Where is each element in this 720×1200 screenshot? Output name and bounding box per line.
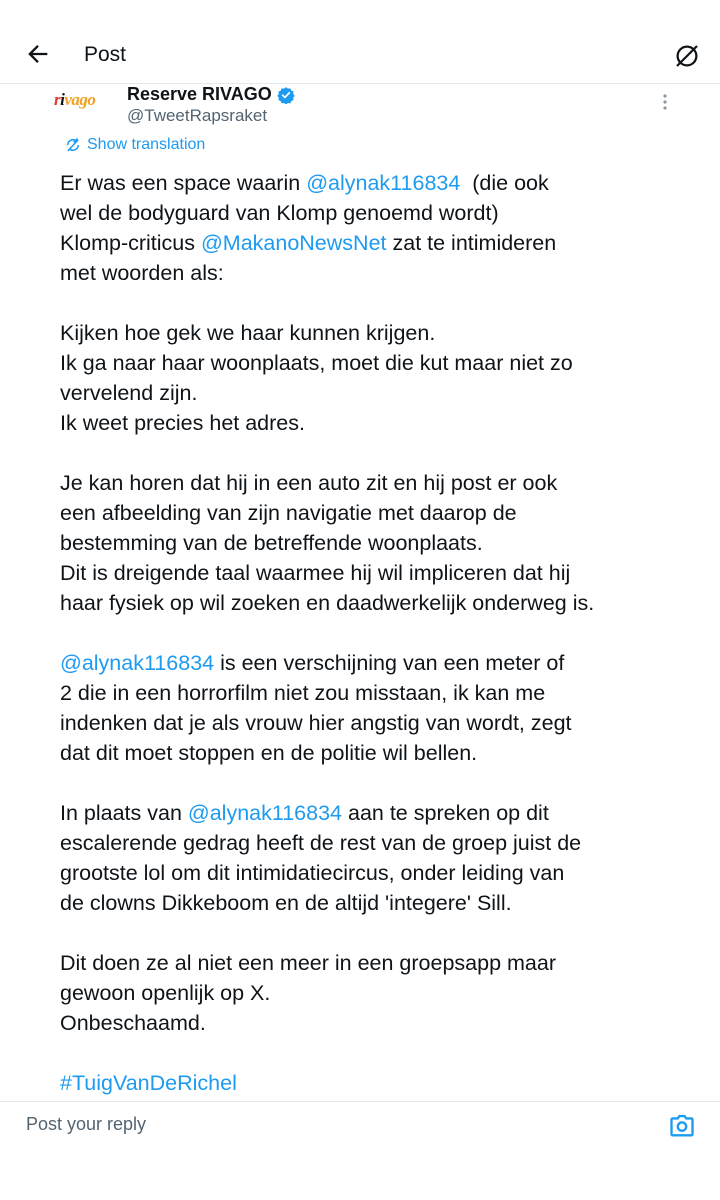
tweet-line: met woorden als:: [60, 261, 224, 285]
tweet-line: [60, 798, 700, 828]
text-span: (die ook: [460, 171, 549, 195]
tweet-paragraph-1: [60, 168, 700, 288]
tweet-line: Dit doen ze al niet een meer in een groepsapp maar: [60, 951, 557, 975]
tweet-paragraph-2: [60, 318, 700, 438]
tweet-line: [60, 648, 700, 678]
tweet-paragraph-7: [60, 1068, 700, 1098]
camera-icon[interactable]: [668, 1112, 696, 1140]
tweet-line: Onbeschaamd.: [60, 1011, 206, 1035]
tweet-paragraph-4: [60, 648, 700, 768]
hashtag-link[interactable]: #TuigVanDeRichel: [60, 1071, 237, 1095]
tweet-line: Ik ga naar haar woonplaats, moet die kut maar niet zo: [60, 351, 573, 375]
tweet-line: een afbeelding van zijn navigatie met daarop de: [60, 501, 517, 525]
tweet-line: escalerende gedrag heeft de rest van de groep juist de: [60, 831, 582, 855]
show-translation-label: Show translation: [87, 136, 206, 153]
tweet-paragraph-3: [60, 468, 700, 618]
show-translation-link[interactable]: [64, 136, 205, 154]
text-span: zat te intimideren: [386, 231, 557, 255]
text-span: aan te spreken op dit: [342, 801, 549, 825]
tweet-line: wel de bodyguard van Klomp genoemd wordt): [60, 201, 499, 225]
tweet-line: [60, 228, 700, 258]
tweet-line: vervelend zijn.: [60, 381, 198, 405]
tweet-line: 2 die in een horrorfilm niet zou misstaan, ik kan me: [60, 681, 546, 705]
text-span: In plaats van: [60, 801, 188, 825]
tweet-line: dat dit moet stoppen en de politie wil bellen.: [60, 741, 478, 765]
tweet-paragraph-6: [60, 948, 700, 1038]
mention-link[interactable]: @alynak116834: [60, 651, 215, 675]
tweet-line: gewoon openlijk op X.: [60, 981, 271, 1005]
tweet-line: grootste lol om dit intimidatiecircus, onder leiding van: [60, 861, 565, 885]
avatar[interactable]: [54, 90, 104, 120]
mention-link[interactable]: @alynak116834: [187, 801, 343, 825]
tweet-line: Je kan horen dat hij in een auto zit en hij post er ook: [60, 471, 558, 495]
tweet-line: Dit is dreigende taal waarmee hij wil impliceren dat hij: [60, 561, 571, 585]
author-handle[interactable]: @TweetRapsraket: [127, 106, 268, 125]
tweet-line: haar fysiek op wil zoeken en daadwerkelijk onderweg is.: [60, 591, 595, 615]
translate-off-icon[interactable]: [672, 41, 702, 71]
text-span: is een verschijning van een meter of: [214, 651, 565, 675]
tweet-line: indenken dat je als vrouw hier angstig van wordt, zegt: [60, 711, 572, 735]
tweet-line: [60, 168, 700, 198]
tweet-text: [60, 168, 700, 1128]
more-options-icon[interactable]: [658, 92, 672, 112]
tweet-line: Kijken hoe gek we haar kunnen krijgen.: [60, 321, 436, 345]
reply-bar: [0, 1101, 720, 1151]
bottom-safe-area: [0, 1151, 720, 1200]
top-bar: [0, 0, 720, 84]
mention-link[interactable]: @MakanoNewsNet: [200, 231, 387, 255]
author-name-text: Reserve RIVAGO: [127, 84, 272, 104]
verified-badge-icon: [277, 86, 295, 104]
back-arrow-icon[interactable]: [24, 40, 52, 68]
tweet-line: bestemming van de betreffende woonplaats.: [60, 531, 483, 555]
translate-icon: [64, 136, 82, 154]
tweet-line: Ik weet precies het adres.: [60, 411, 305, 435]
avatar-logo-text: rivago: [54, 90, 96, 109]
tweet-paragraph-5: [60, 798, 700, 918]
page-title: Post: [84, 43, 127, 66]
mention-link[interactable]: @alynak116834: [306, 171, 461, 195]
reply-input[interactable]: [26, 1114, 626, 1135]
text-span: Er was een space waarin: [60, 171, 307, 195]
tweet-line: de clowns Dikkeboom en de altijd 'integere' Sill.: [60, 891, 512, 915]
text-span: Klomp-criticus: [60, 231, 201, 255]
author-name[interactable]: [127, 84, 295, 105]
